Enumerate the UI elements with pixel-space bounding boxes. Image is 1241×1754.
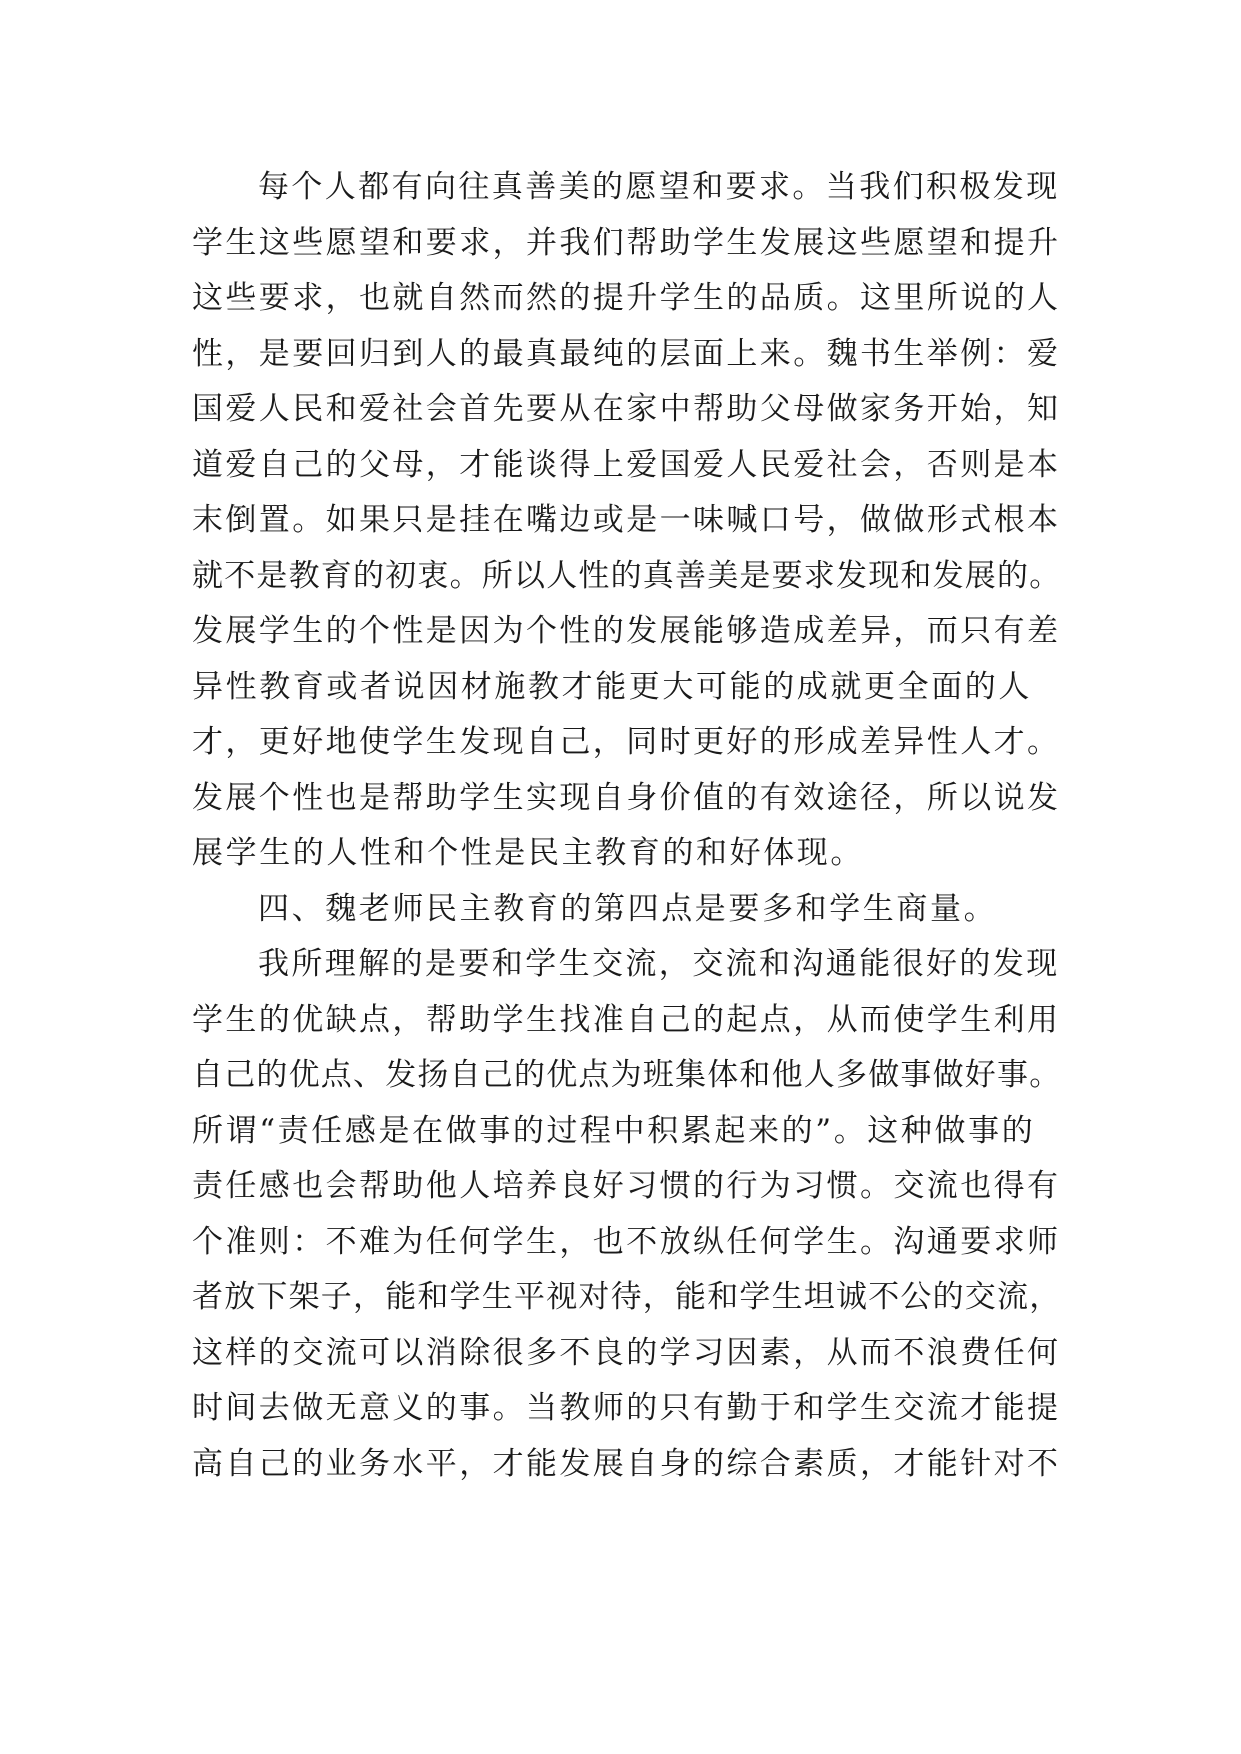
text-line: 自己的优点、发扬自己的优点为班集体和他人多做事做好事。 (192, 1057, 1062, 1093)
text-line: 展学生的人性和个性是民主教育的和好体现。 (192, 835, 864, 871)
text-line: 就不是教育的初衷。所以人性的真善美是要求发现和发展的。 (192, 557, 1062, 594)
text-line: 学生这些愿望和要求，并我们帮助学生发展这些愿望和提升 (192, 224, 1061, 261)
text-line: 学生的优缺点，帮助学生找准自己的起点，从而使学生利用 (192, 1001, 1061, 1038)
text-line: 道爱自己的父母，才能谈得上爱国爱人民爱社会，否则是本 (192, 446, 1061, 483)
text-line: 每个人都有向往真善美的愿望和要求。当我们积极发现 (258, 169, 1060, 205)
text-line: 我所理解的是要和学生交流，交流和沟通能很好的发现 (258, 946, 1060, 982)
text-line: 才，更好地使学生发现自己，同时更好的形成差异性人才。 (192, 724, 1061, 760)
text-line: 国爱人民和爱社会首先要从在家中帮助父母做家务开始，知 (192, 391, 1061, 427)
text-line: 个准则：不难为任何学生，也不放纵任何学生。沟通要求师 (192, 1223, 1061, 1260)
body-text (192, 160, 1062, 1492)
text-line: 末倒置。如果只是挂在嘴边或是一味喊口号，做做形式根本 (192, 502, 1061, 538)
text-line: 责任感也会帮助他人培养良好习惯的行为习惯。交流也得有 (192, 1168, 1061, 1204)
text-line: 异性教育或者说因材施教才能更大可能的成就更全面的人 (192, 668, 1032, 705)
text-line: 这些要求，也就自然而然的提升学生的品质。这里所说的人 (192, 280, 1061, 316)
text-line: 发展个性也是帮助学生实现自身价值的有效途径，所以说发 (192, 779, 1061, 816)
text-line: 时间去做无意义的事。当教师的只有勤于和学生交流才能提 (192, 1390, 1061, 1426)
text-line: 这样的交流可以消除很多不良的学习因素，从而不浪费任何 (192, 1334, 1061, 1371)
text-line: 四、魏老师民主教育的第四点是要多和学生商量。 (258, 890, 998, 927)
text-line: 所谓“责任感是在做事的过程中积累起来的”。这种做事的 (192, 1112, 1036, 1149)
text-line: 高自己的业务水平，才能发展自身的综合素质，才能针对不 (192, 1445, 1061, 1482)
text-line: 发展学生的个性是因为个性的发展能够造成差异，而只有差 (192, 613, 1061, 649)
text-line: 性，是要回归到人的最真最纯的层面上来。魏书生举例：爱 (192, 335, 1061, 372)
text-line: 者放下架子，能和学生平视对待，能和学生坦诚不公的交流， (192, 1279, 1062, 1315)
